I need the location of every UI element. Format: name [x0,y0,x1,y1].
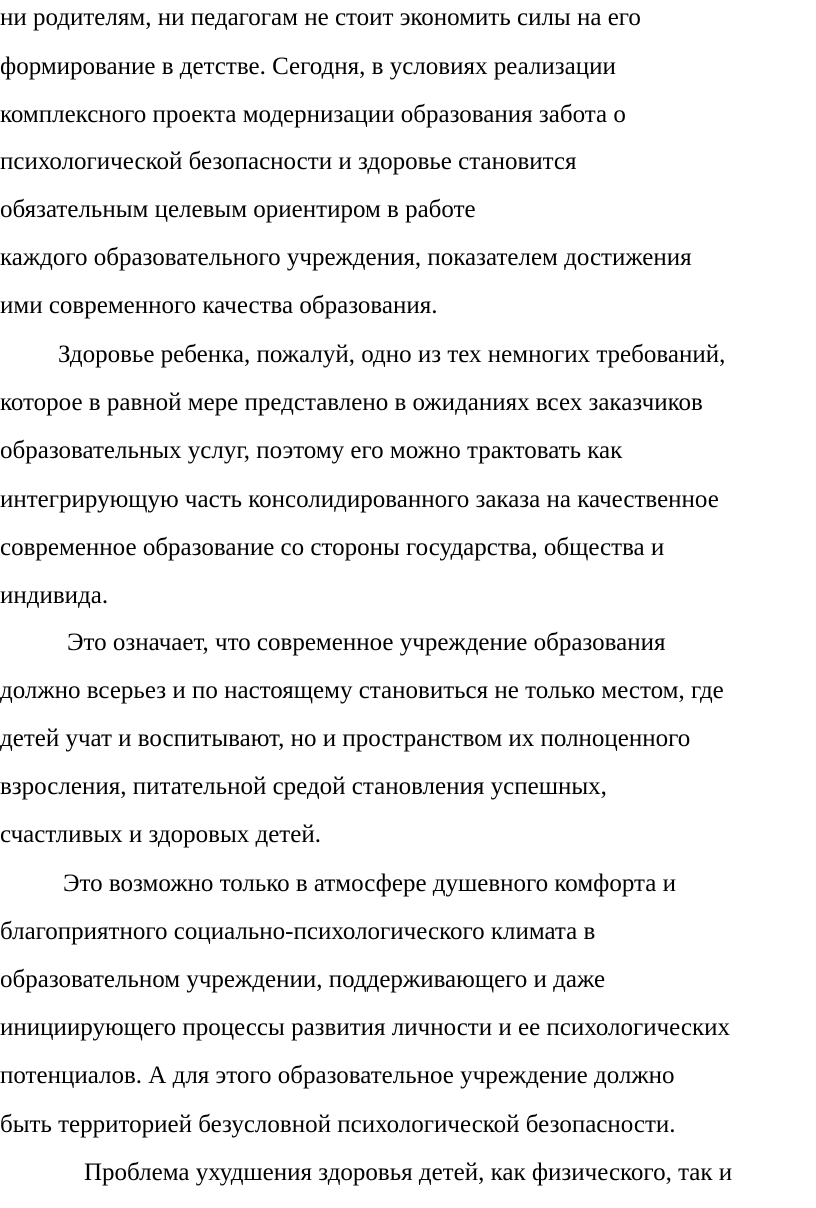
text-line: интегрирующую часть консолидированного заказа на качественное [0,486,719,513]
text-line: современное образование со стороны государства, общества и [0,534,665,561]
text-line: формирование в детстве. Сегодня, в условиях реализации [0,53,616,80]
text-line: образовательных услуг, поэтому его можно трактовать как [0,437,623,464]
text-line: индивида. [0,582,109,609]
text-line: должно всерьез и по настоящему становиться не только местом, где [0,677,724,704]
text-line: образовательном учреждении, поддерживающего и даже [0,966,606,993]
text-line: потенциалов. А для этого образовательное учреждение должно [0,1062,675,1089]
text-line: обязательным целевым ориентиром в работе [0,196,476,223]
text-line: детей учат и воспитывают, но и пространством их полноценного [0,725,691,752]
text-line: быть территорией безусловной психологической безопасности. [0,1111,676,1138]
text-line: благоприятного социально-психологического климата в [0,918,596,945]
text-line: ни родителям, ни педагогам не стоит экономить силы на его [0,4,641,31]
text-line: каждого образовательного учреждения, показателем достижения [0,244,692,271]
text-line: взросления, питательной средой становления успешных, [0,773,607,800]
text-line: ими современного качества образования. [0,292,438,319]
paragraph-first-line: Здоровье ребенка, пожалуй, одно из тех немногих требований, [58,341,726,368]
paragraph-first-line: Проблема ухудшения здоровья детей, как физического, так и [84,1159,733,1186]
text-line: счастливых и здоровых детей. [0,821,321,848]
text-line: психологической безопасности и здоровье становится [0,148,577,175]
text-line: инициирующего процессы развития личности и ее психологических [0,1014,731,1041]
text-line: которое в равной мере представлено в ожиданиях всех заказчиков [0,389,703,416]
text-line: комплексного проекта модернизации образования забота о [0,101,626,128]
paragraph-first-line: Это возможно только в атмосфере душевного комфорта и [63,870,676,897]
paragraph-first-line: Это означает, что современное учреждение образования [67,629,666,656]
